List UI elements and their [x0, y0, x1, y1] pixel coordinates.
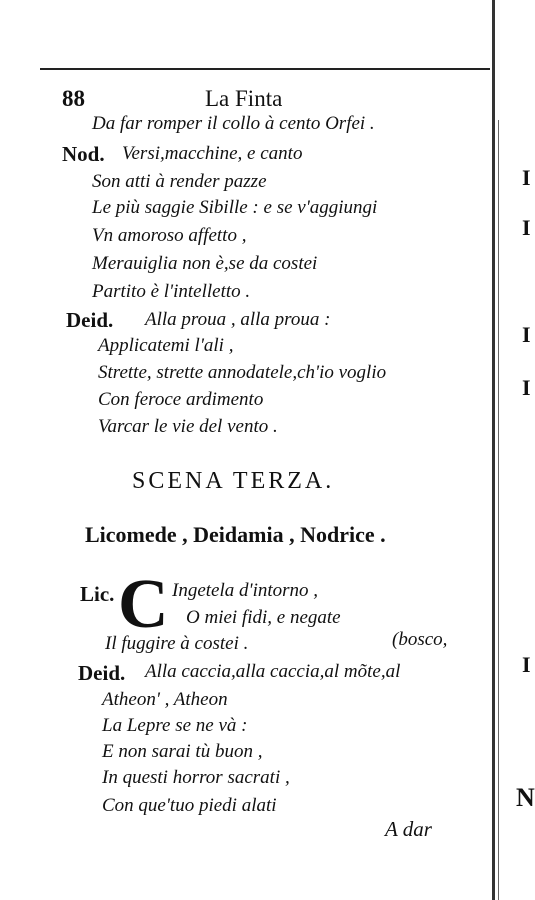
verse-line: Versi,macchine, e canto — [122, 143, 303, 164]
verse-line: Alla proua , alla proua : — [145, 309, 331, 330]
verse-line: Le più saggie Sibille : e se v'aggiungi — [92, 197, 378, 218]
facing-page-letter: I — [522, 165, 531, 190]
speaker-label: Nod. — [62, 142, 105, 166]
verse-line: La Lepre se ne và : — [102, 715, 248, 736]
facing-page-letter: I — [522, 652, 531, 677]
drop-cap: C — [118, 566, 169, 643]
running-title: La Finta — [205, 86, 283, 111]
speaker-label: Lic. — [80, 582, 115, 606]
verse-line: O miei fidi, e negate — [186, 607, 341, 628]
speaker-label: Deid. — [66, 308, 114, 332]
verse-line: E non sarai tù buon , — [102, 741, 263, 762]
gutter-shadow — [498, 120, 499, 900]
verse-line: Atheon' , Atheon — [102, 689, 228, 710]
verse-line: In questi horror sacrati , — [102, 767, 290, 788]
verse-line: Strette, strette annodatele,ch'io voglio — [98, 362, 387, 383]
page-number: 88 — [62, 86, 85, 111]
verse-line-turnover: (bosco, — [392, 629, 448, 650]
verse-line: Merauiglia non è,se da costei — [92, 253, 318, 274]
facing-page-letter: I — [522, 322, 531, 347]
facing-page-letter: I — [522, 375, 531, 400]
verse-line: Varcar le vie del vento . — [98, 416, 278, 437]
catchword: A dar — [385, 817, 432, 841]
verse-line: Vn amoroso affetto , — [92, 225, 247, 246]
gutter-edge — [492, 0, 495, 900]
top-rule — [40, 68, 490, 70]
facing-page-letter: I — [522, 215, 531, 240]
scene-cast: Licomede , Deidamia , Nodrice . — [85, 522, 386, 547]
verse-line: Da far romper il collo à cento Orfei . — [92, 113, 375, 134]
verse-line: Applicatemi l'ali , — [98, 335, 234, 356]
verse-line: Son atti à render pazze — [92, 171, 267, 192]
scene-title: SCENA TERZA. — [132, 468, 335, 494]
facing-page-letter: N — [516, 783, 535, 812]
verse-line: Con feroce ardimento — [98, 389, 264, 410]
verse-line: Ingetela d'intorno , — [172, 580, 319, 601]
verse-line: Il fuggire à costei . — [105, 633, 249, 654]
verse-line: Con que'tuo piedi alati — [102, 795, 277, 816]
verse-line: Partito è l'intelletto . — [92, 281, 251, 302]
speaker-label: Deid. — [78, 661, 126, 685]
verse-line: Alla caccia,alla caccia,al mõte,al — [145, 661, 401, 682]
